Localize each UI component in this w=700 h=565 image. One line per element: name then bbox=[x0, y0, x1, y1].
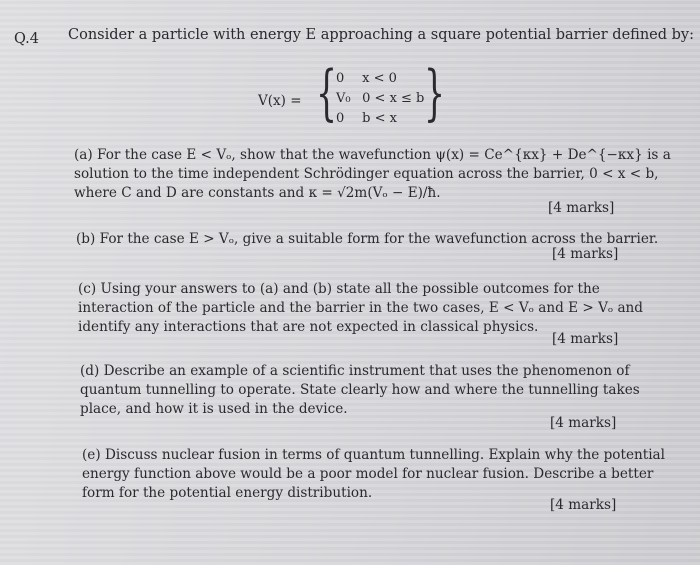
part-a-line: where C and D are constants and κ = √2m(Vₒ − E)/ħ. bbox=[74, 185, 441, 201]
potential-equation bbox=[258, 58, 448, 133]
part-c bbox=[78, 280, 643, 337]
equation-row-value: 0 bbox=[336, 71, 345, 86]
part-e bbox=[82, 446, 665, 503]
equation-row bbox=[336, 111, 397, 126]
equation-row-condition: x < 0 bbox=[362, 71, 397, 86]
equation-row bbox=[336, 71, 397, 86]
part-a-line: solution to the time independent Schrödinger equation across the barrier, 0 < x < b, bbox=[74, 166, 659, 182]
equation-row bbox=[336, 91, 424, 106]
part-e-line: (e) Discuss nuclear fusion in terms of quantum tunnelling. Explain why the potential bbox=[82, 447, 666, 463]
part-e-line: energy function above would be a poor model for nuclear fusion. Describe a better bbox=[82, 466, 654, 482]
part-c-line: (c) Using your answers to (a) and (b) state all the possible outcomes for the bbox=[78, 281, 600, 297]
question-intro: Consider a particle with energy E approaching a square potential barrier defined by: bbox=[68, 27, 694, 43]
equation-lhs: V(x) = bbox=[258, 93, 302, 109]
part-a bbox=[74, 146, 671, 203]
part-c-marks: [4 marks] bbox=[552, 331, 619, 347]
part-d bbox=[80, 362, 640, 419]
equation-row-value: V₀ bbox=[336, 91, 351, 106]
part-a-marks: [4 marks] bbox=[548, 200, 615, 216]
part-a-line: (a) For the case E < Vₒ, show that the wavefunction ψ(x) = Ce^{κx} + De^{−κx} is a bbox=[74, 147, 671, 163]
part-d-line: quantum tunnelling to operate. State clearly how and where the tunnelling takes bbox=[80, 382, 640, 398]
part-d-marks: [4 marks] bbox=[550, 415, 617, 431]
equation-row-condition: b < x bbox=[362, 111, 397, 126]
part-b-marks: [4 marks] bbox=[552, 246, 619, 262]
right-brace: } bbox=[424, 58, 446, 128]
part-b-line: (b) For the case E > Vₒ, give a suitable form for the wavefunction across the barrier. bbox=[76, 231, 659, 247]
equation-row-condition: 0 < x ≤ b bbox=[362, 91, 425, 106]
part-d-line: place, and how it is used in the device. bbox=[80, 401, 348, 417]
part-d-line: (d) Describe an example of a scientific instrument that uses the phenomenon of bbox=[80, 363, 630, 379]
left-brace: { bbox=[316, 58, 338, 128]
part-c-line: identify any interactions that are not expected in classical physics. bbox=[78, 319, 539, 335]
part-e-marks: [4 marks] bbox=[550, 497, 617, 513]
question-number: Q.4 bbox=[14, 31, 39, 47]
equation-row-value: 0 bbox=[336, 111, 345, 126]
part-c-line: interaction of the particle and the barrier in the two cases, E < Vₒ and E > Vₒ and bbox=[78, 300, 644, 316]
part-e-line: form for the potential energy distribution. bbox=[82, 485, 373, 501]
